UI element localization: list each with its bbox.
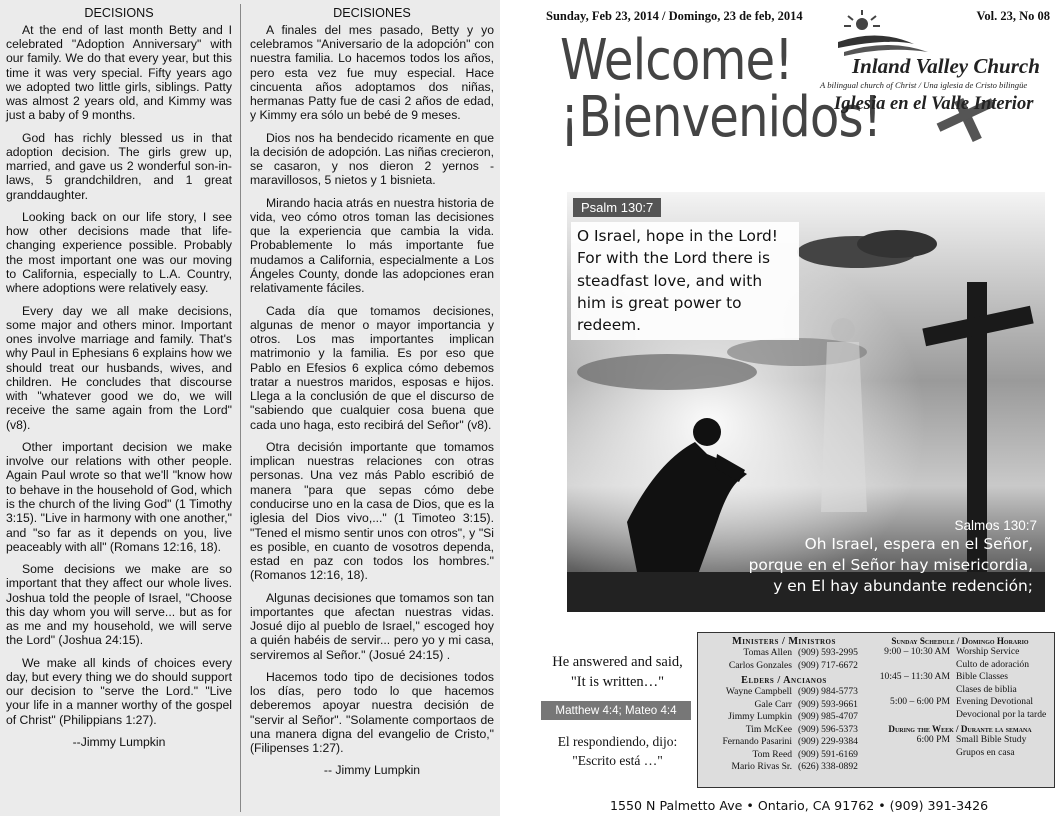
contact-phone: (909) 591-6169 bbox=[798, 748, 858, 760]
schedule-row bbox=[868, 747, 1052, 760]
issue-date: Sunday, Feb 23, 2014 / Domingo, 23 de feb, 2014 bbox=[546, 9, 803, 23]
verse-text-es bbox=[749, 534, 1033, 597]
schedule-desc: Bible Classes bbox=[956, 671, 1008, 682]
article-paragraph: A finales del mes pasado, Betty y yo celebramos "Aniversario de la adopción" con nuestra familia. Lo hacemos todos los años, pero esta vez fue muy especial. Hace cincuenta años adoptamos dos niñas, hermanas Patty fue de casi 2 años de edad, y Kimmy era sólo un bebé de 9 meses. bbox=[250, 22, 494, 123]
church-logo bbox=[818, 8, 1054, 158]
schedule-row bbox=[868, 709, 1052, 722]
schedule-row bbox=[868, 696, 1052, 709]
schedule-desc: Small Bible Study bbox=[956, 734, 1027, 745]
schedule-time bbox=[868, 684, 956, 697]
quote-spanish bbox=[535, 733, 700, 771]
ministers-heading: Ministers / Ministros bbox=[732, 636, 836, 647]
article-paragraph: Mirando hacia atrás en nuestra historia de vida, veo cómo otros toman las decisiones que la experiencia que cambia la vida. Probablemente lo más importante fue mudamos a California, especialmente a Los Ángeles County, donde las adopciones eran relativamente fáciles. bbox=[250, 195, 494, 296]
article-paragraph: Dios nos ha bendecido ricamente en que la decisión de adopción. Las niñas crecieron, se casaron, y nos dieron 2 yernos - maravillosos, 5 nietos y 1 bisnieta. bbox=[250, 130, 494, 188]
contact-name: Tim McKee bbox=[745, 723, 792, 735]
schedule-desc: Clases de biblia bbox=[956, 683, 1017, 695]
quote-line: He answered and said, bbox=[552, 654, 683, 670]
minister-row bbox=[700, 660, 868, 673]
welcome-title bbox=[560, 28, 882, 151]
quote-english bbox=[535, 652, 700, 693]
verse-text-en: O Israel, hope in the Lord! For with the Lord there is steadfast love, and with him is great power to redeem. bbox=[571, 222, 799, 340]
minister-row bbox=[700, 647, 868, 660]
article-spanish bbox=[250, 6, 494, 786]
article-heading-en: DECISIONS bbox=[84, 6, 154, 20]
schedule-time bbox=[868, 709, 956, 722]
schedule-desc: Grupos en casa bbox=[956, 746, 1015, 758]
verse-line: y en El hay abundante redención; bbox=[773, 576, 1033, 595]
article-paragraph: Hacemos todo tipo de decisiones todos los días, pero todo lo que hacemos deberemos apoyar nuestra decisión de "servir al Señor". "Solamente comportaos de una manera digna del evangelio de Cristo," (Filipenses 1:27). bbox=[250, 669, 494, 756]
verse-reference-es: Salmos 130:7 bbox=[954, 518, 1037, 533]
quote-line: "Escrito está …" bbox=[572, 752, 663, 768]
quote-reference: Matthew 4:4; Mateo 4:4 bbox=[541, 701, 691, 720]
contact-name: Mario Rivas Sr. bbox=[731, 761, 792, 772]
church-address: 1550 N Palmetto Ave • Ontario, CA 91762 • (909) 391-3426 bbox=[610, 798, 989, 813]
elders-heading: Elders / Ancianos bbox=[741, 675, 827, 686]
quote-line: "It is written…" bbox=[570, 674, 665, 691]
article-paragraph: God has richly blessed us in that adoption decision. The girls grew up, married, and gave us 2 wonderful son-in-laws, 5 grandchildren, and 1 great granddaughter. bbox=[6, 130, 232, 202]
article-signature: --Jimmy Lumpkin bbox=[72, 734, 166, 749]
contact-phone: (909) 596-5373 bbox=[798, 723, 858, 735]
schedule-time: 6:00 PM bbox=[916, 734, 950, 745]
schedule-time bbox=[868, 659, 956, 672]
article-paragraph: Algunas decisiones que tomamos son tan importantes que afectan nuestras vidas. Josué dijo al pueblo de Israel," escoged hoy a quién habéis de servir... pero yo y mi casa, serviremos al Señor." (Josué 24:15) . bbox=[250, 590, 494, 662]
contact-phone: (626) 338-0892 bbox=[798, 761, 858, 772]
contact-name: Tomas Allen bbox=[743, 647, 792, 658]
article-paragraph: Looking back on our life story, I see how other decisions made that life-changing experience possible. Probably the most important one was our moving to California, especially to L.A. Country, where adoptions were relatively easy. bbox=[6, 209, 232, 296]
elder-row bbox=[700, 686, 868, 699]
article-paragraph: We make all kinds of choices every day, but every thing we do should support our decision to "serve the Lord." "Live your life in a manner worthy of the gospel of Christ" (Philippians 1:27). bbox=[6, 655, 232, 727]
contact-name: Wayne Campbell bbox=[725, 686, 792, 697]
schedule-row bbox=[868, 659, 1052, 672]
contact-name: Tom Reed bbox=[752, 748, 792, 760]
schedule-desc: Culto de adoración bbox=[956, 658, 1029, 670]
schedule-desc: Devocional por la tarde bbox=[956, 708, 1047, 720]
contact-phone: (909) 593-2995 bbox=[798, 647, 858, 658]
contact-phone: (909) 717-6672 bbox=[798, 659, 858, 671]
contact-name: Fernando Pasarini bbox=[722, 736, 792, 747]
schedule-time: 5:00 – 6:00 PM bbox=[890, 696, 950, 707]
contacts-column bbox=[700, 636, 868, 774]
article-signature: -- Jimmy Lumpkin bbox=[323, 763, 421, 778]
article-heading-es: DECISIONES bbox=[333, 6, 411, 20]
elder-row bbox=[700, 699, 868, 712]
schedule-time bbox=[868, 747, 956, 760]
schedule-desc: Evening Devotional bbox=[956, 696, 1033, 707]
newsletter-inside-panel bbox=[0, 0, 500, 816]
article-paragraph: Other important decision we make involve our relations with other people. Again Paul wrote so that we'll "know how to behave in the household of God, which is the church of the living God" (1 Timothy 3:15). "Live in harmony with one another," and "so far as it depends on you, live peaceably with all" (Romans 12:16, 18). bbox=[6, 439, 232, 554]
schedule-time: 10:45 – 11:30 AM bbox=[879, 671, 950, 682]
church-info-box bbox=[697, 632, 1055, 788]
elder-row bbox=[700, 749, 868, 762]
schedule-column bbox=[868, 636, 1052, 759]
issue-volume: Vol. 23, No 08 bbox=[976, 9, 1050, 23]
column-divider bbox=[240, 4, 241, 812]
schedule-row bbox=[868, 734, 1052, 747]
contact-name: Gale Carr bbox=[754, 698, 792, 710]
welcome-en: Welcome! bbox=[560, 28, 793, 93]
contact-phone: (909) 985-4707 bbox=[798, 711, 858, 722]
article-paragraph: Every day we all make decisions, some major and others minor. Important ones involve marriage and family. That's why Paul in Ephesians 6 explains how we should treat our husbands, wives, and children. He concludes that discourse with "whatever good we do, we will receive the same again from the Lord" (v8). bbox=[6, 303, 232, 432]
sunday-schedule-heading: Sunday Schedule / Domingo Horario bbox=[891, 636, 1029, 646]
church-name-en: Inland Valley Church bbox=[852, 54, 1040, 78]
schedule-row bbox=[868, 684, 1052, 697]
weekday-schedule-heading: During the Week / Durante la semana bbox=[888, 724, 1032, 734]
schedule-row bbox=[868, 671, 1052, 684]
verse-line: Oh Israel, espera en el Señor, bbox=[804, 535, 1033, 553]
schedule-desc: Worship Service bbox=[956, 646, 1020, 657]
quote-line: El respondiendo, dijo: bbox=[557, 734, 678, 749]
contact-phone: (909) 229-9384 bbox=[798, 736, 858, 747]
elder-row bbox=[700, 711, 868, 724]
hero-image bbox=[567, 192, 1045, 612]
elder-row bbox=[700, 761, 868, 774]
contact-name: Carlos Gonzales bbox=[728, 659, 792, 671]
article-english bbox=[6, 6, 232, 757]
article-paragraph: Otra decisión importante que tomamos implican nuestras relaciones con otras personas. Una vez más Pablo escribió de manera "para que sepas cómo debe conducirse uno en la casa de Dios, que es la iglesia del Dios vivo,..." (1 Timoteo 3:15). "Tened el mismo sentir unos con otros", y "Si es posible, en cuanto de vosotros dependa, estad en paz con todos los hombres." (Romanos 12:16, 18). bbox=[250, 439, 494, 583]
verse-reference-en: Psalm 130:7 bbox=[573, 198, 661, 217]
article-paragraph: Some decisions we make are so important that they affect our whole lives. Joshua told the people of Israel, "Choose this day whom you will serve... but as for as me and my household, we will serve the Lord" (Joshua 24:15). bbox=[6, 562, 232, 648]
schedule-row bbox=[868, 646, 1052, 659]
article-paragraph: At the end of last month Betty and I celebrated "Adoption Anniversary" with our family. We do that every year, but this time it was very special. Fifty years ago we adopted two little girls, siblings. Patty was almost 2 years old, and Kimmy was just a baby of 9 months. bbox=[6, 22, 232, 123]
schedule-time: 9:00 – 10:30 AM bbox=[884, 646, 950, 657]
church-tagline: A bilingual church of Christ / Una iglesia de Cristo bilingüe bbox=[820, 80, 1028, 90]
elder-row bbox=[700, 736, 868, 749]
verse-line: porque en el Señor hay misericordia, bbox=[748, 555, 1033, 574]
contact-phone: (909) 984-5773 bbox=[798, 686, 858, 697]
church-name-es: Iglesia en el Valle Interior bbox=[834, 94, 1034, 114]
article-paragraph: Cada día que tomamos decisiones, algunas de menor o mayor importancia y otros. Los mas importantes implican matrimonio y la familia. Es por eso que Pablo en Efesios 6 explica cómo debemos tratar a nuestros maridos, esposas e hijos. Llega a la conclusión de que el discurso de "sabiendo que cualquier cosa buena que cada uno haga, esto recibirá del Señor" (v8). bbox=[250, 303, 494, 432]
contact-name: Jimmy Lumpkin bbox=[728, 711, 792, 722]
welcome-es: ¡Bienvenidos! bbox=[560, 85, 882, 151]
contact-phone: (909) 593-9661 bbox=[798, 698, 858, 710]
elder-row bbox=[700, 724, 868, 737]
